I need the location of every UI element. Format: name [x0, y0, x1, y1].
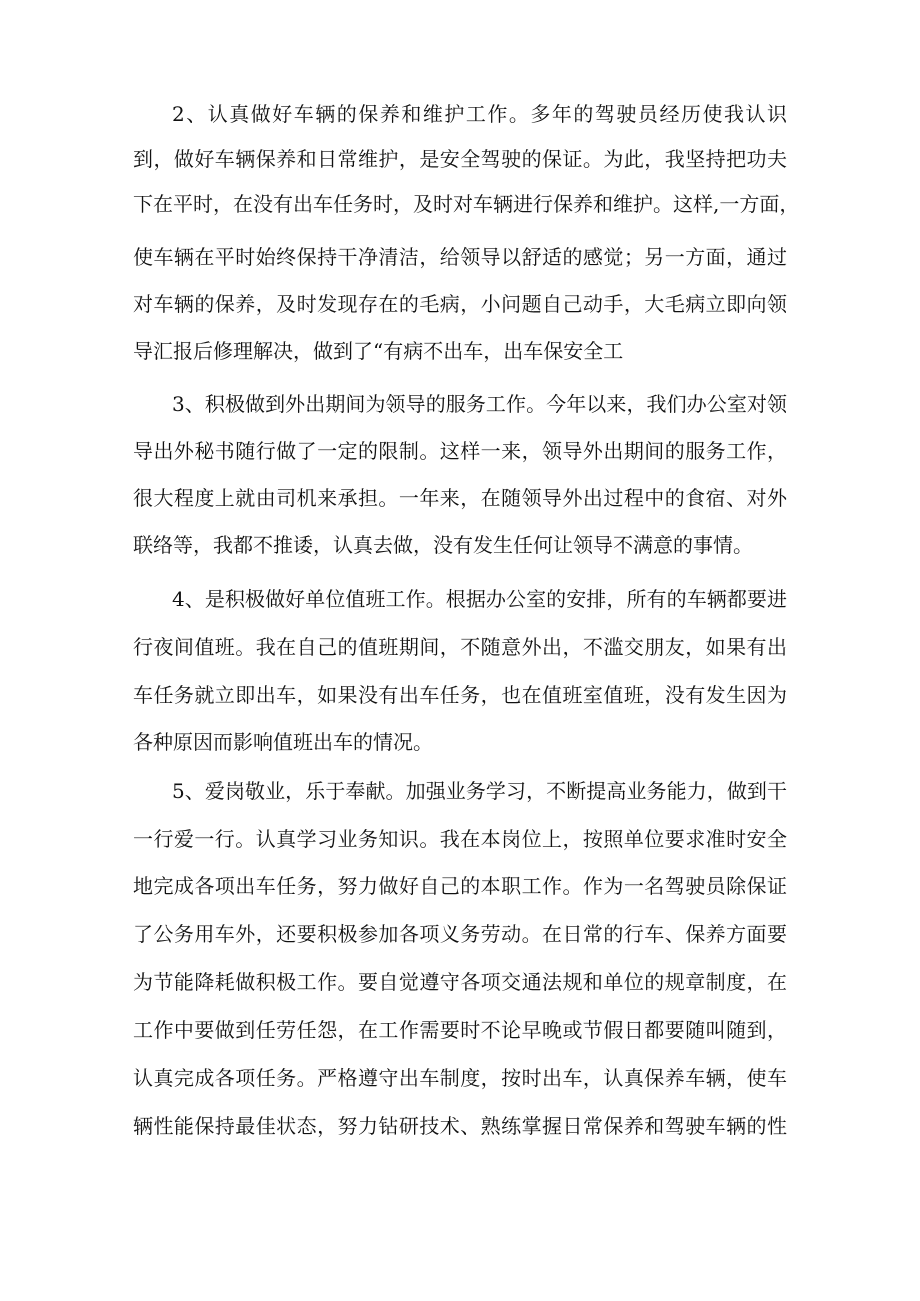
paragraph-line: 联络等，我都不推诿，认真去做，没有发生任何让领导不满意的事情。: [133, 533, 753, 557]
paragraph-line: 4、是积极做好单位值班工作。根据办公室的安排，所有的车辆都要进: [172, 587, 787, 611]
paragraph-line: 工作中要做到任劳任怨，在工作需要时不论早晚或节假日都要随叫随到，: [133, 1018, 787, 1042]
paragraph-line: 导出外秘书随行做了一定的限制。这样一来，领导外出期间的服务工作，: [133, 439, 787, 463]
paragraph-line: 2、认真做好车辆的保养和维护工作。多年的驾驶员经历使我认识: [172, 102, 787, 126]
paragraph-line: 5、爱岗敬业，乐于奉献。加强业务学习，不断提高业务能力，做到干: [172, 779, 787, 803]
paragraph-line: 行夜间值班。我在自己的值班期间，不随意外出，不滥交朋友，如果有出: [133, 635, 787, 659]
paragraph-line: 辆性能保持最佳状态，努力钻研技术、熟练掌握日常保养和驾驶车辆的性: [133, 1114, 787, 1138]
paragraph-line: 为节能降耗做积极工作。要自觉遵守各项交通法规和单位的规章制度，在: [133, 970, 787, 994]
paragraph-line: 地完成各项出车任务，努力做好自己的本职工作。作为一名驾驶员除保证: [133, 874, 787, 898]
paragraph-line: 到，做好车辆保养和日常维护，是安全驾驶的保证。为此，我坚持把功夫: [133, 147, 787, 171]
paragraph-line: 很大程度上就由司机来承担。一年来，在随领导外出过程中的食宿、对外: [133, 486, 787, 510]
paragraph-line: 了公务用车外，还要积极参加各项义务劳动。在日常的行车、保养方面要: [133, 922, 787, 946]
paragraph-line: 车任务就立即出车，如果没有出车任务，也在值班室值班，没有发生因为: [133, 683, 787, 707]
paragraph-line: 3、积极做到外出期间为领导的服务工作。今年以来，我们办公室对领: [172, 392, 787, 416]
paragraph-line: 使车辆在平时始终保持干净清洁，给领导以舒适的感觉；另一方面，通过: [133, 245, 787, 269]
paragraph-line: 对车辆的保养，及时发现存在的毛病，小问题自己动手，大毛病立即向领: [133, 292, 787, 316]
paragraph-line: 下在平时，在没有出车任务时，及时对车辆进行保养和维护。这样,一方面，: [133, 192, 800, 216]
paragraph-line: 导汇报后修理解决，做到了“有病不出车，出车保安全工: [133, 339, 624, 363]
paragraph-line: 各种原因而影响值班出车的情况。: [133, 730, 433, 754]
paragraph-line: 一行爱一行。认真学习业务知识。我在本岗位上，按照单位要求准时安全: [133, 827, 787, 851]
paragraph-line: 认真完成各项任务。严格遵守出车制度，按时出车，认真保养车辆，使车: [133, 1066, 787, 1090]
